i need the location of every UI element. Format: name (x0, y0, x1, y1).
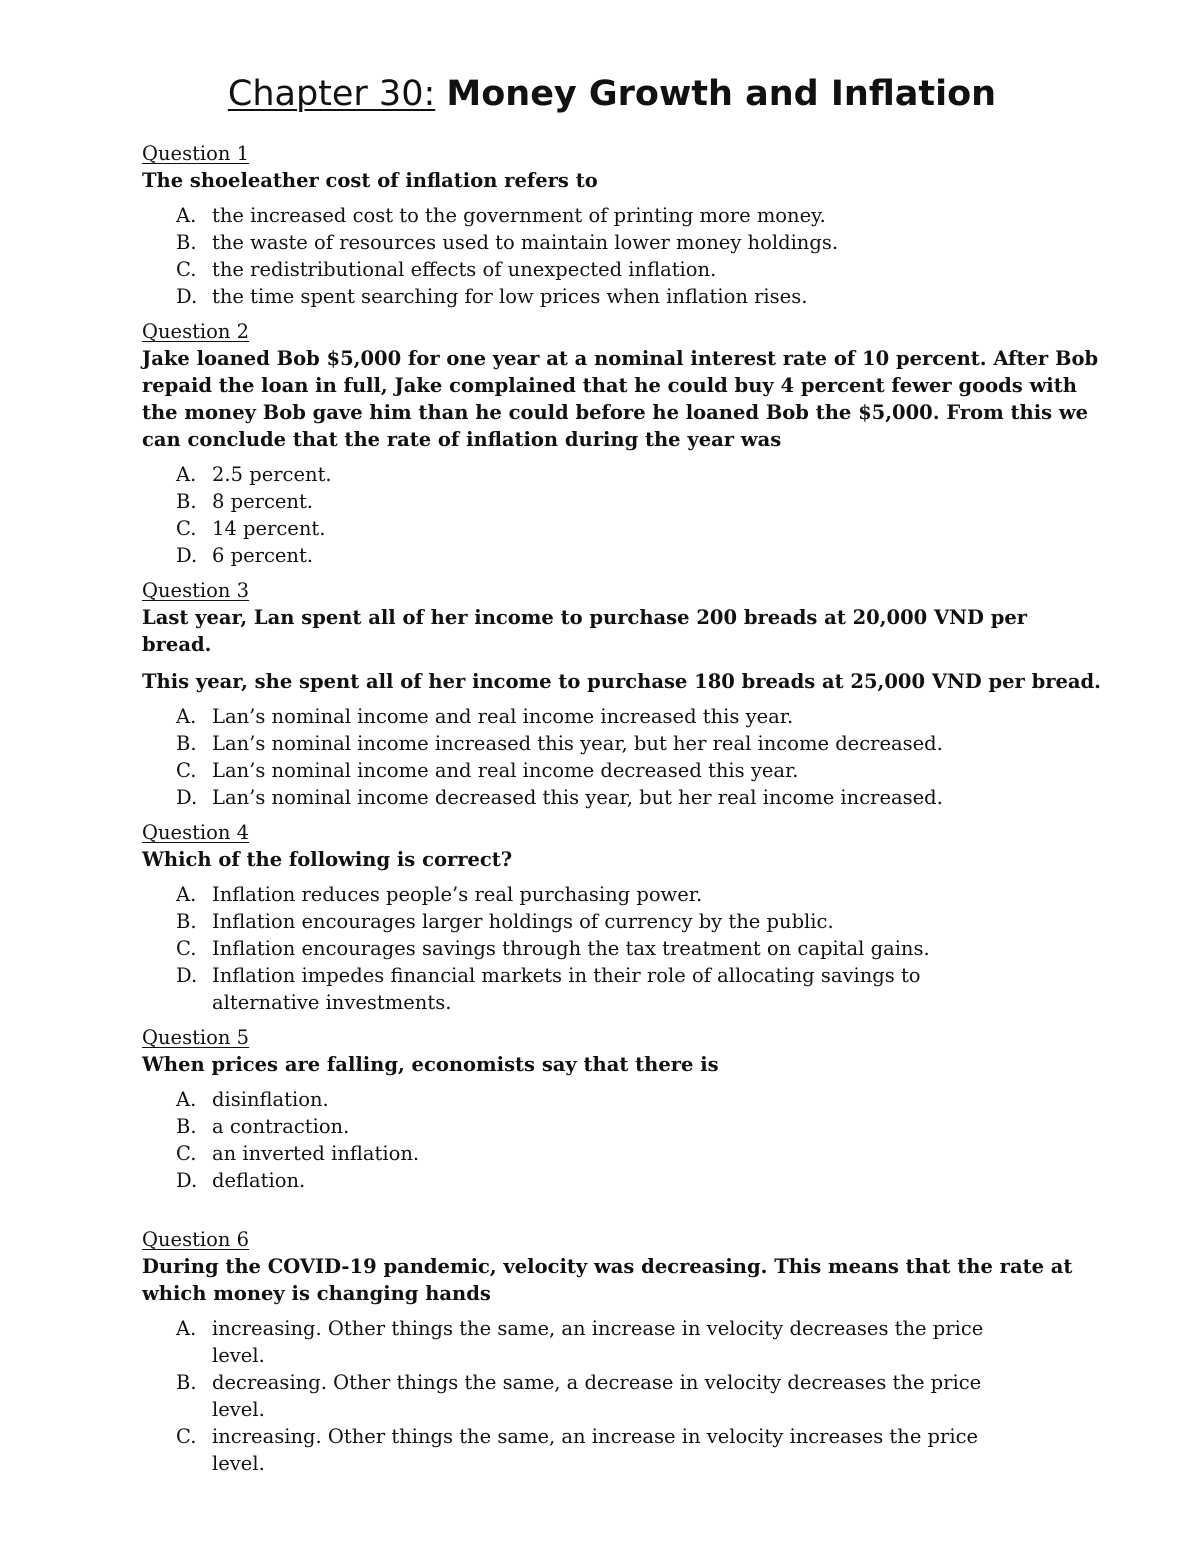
option-text: the redistributional effects of unexpected inflation. (212, 258, 717, 281)
question-label: Question 5 (142, 1026, 250, 1049)
answer-options (142, 881, 1102, 1016)
answer-options (142, 461, 1102, 569)
option-text: the time spent searching for low prices when inflation rises. (212, 285, 808, 308)
question-stem-continued: This year, she spent all of her income to purchase 180 breads at 25,000 VND per bread. (142, 670, 1101, 693)
answer-option (142, 908, 1102, 935)
option-text: 14 percent. (212, 517, 326, 540)
question-stem: Last year, Lan spent all of her income to purchase 200 breads at 20,000 VND per bread. (142, 606, 1028, 656)
option-letter: D. (176, 786, 198, 809)
option-text: increasing. Other things the same, an increase in velocity increases the price level. (212, 1425, 979, 1475)
answer-options (142, 703, 1102, 811)
option-letter: B. (176, 231, 197, 254)
option-text: Inflation encourages larger holdings of currency by the public. (212, 910, 834, 933)
option-letter: D. (176, 1169, 198, 1192)
option-text: disinflation. (212, 1088, 329, 1111)
answer-option (142, 1423, 1102, 1477)
option-text: Inflation encourages savings through the tax treatment on capital gains. (212, 937, 930, 960)
page-title (122, 70, 1102, 118)
answer-option (142, 1113, 1102, 1140)
option-text: Inflation reduces people’s real purchasing power. (212, 883, 703, 906)
answer-option (142, 881, 1102, 908)
question-4 (142, 819, 1102, 1016)
option-letter: B. (176, 490, 197, 513)
question-label: Question 3 (142, 579, 250, 602)
answer-option (142, 542, 1102, 569)
option-letter: B. (176, 1371, 197, 1394)
question-stem: Which of the following is correct? (142, 848, 513, 871)
answer-options (142, 1315, 1102, 1477)
answer-option (142, 703, 1102, 730)
question-label: Question 1 (142, 142, 250, 165)
answer-option (142, 962, 1102, 1016)
answer-option (142, 256, 1102, 283)
question-3 (142, 577, 1102, 811)
option-letter: A. (176, 204, 197, 227)
option-text: deflation. (212, 1169, 306, 1192)
question-stem: Jake loaned Bob $5,000 for one year at a nominal interest rate of 10 percent. After Bob repaid the loan in full, Jake complained that he could buy 4 percent fewer goods with the money Bob gave him than he could before he loaned Bob the $5,000. From this we can conclude that the rate of inflation during the year was (142, 347, 1099, 451)
option-text: decreasing. Other things the same, a decrease in velocity decreases the price level. (212, 1371, 982, 1421)
question-2 (142, 318, 1102, 569)
answer-option (142, 202, 1102, 229)
question-stem: During the COVID-19 pandemic, velocity was decreasing. This means that the rate at which money is changing hands (142, 1255, 1073, 1305)
option-text: a contraction. (212, 1115, 350, 1138)
option-text: Lan’s nominal income and real income increased this year. (212, 705, 794, 728)
option-letter: A. (176, 1088, 197, 1111)
answer-option (142, 461, 1102, 488)
answer-option (142, 784, 1102, 811)
answer-option (142, 935, 1102, 962)
answer-option (142, 488, 1102, 515)
question-label: Question 2 (142, 320, 250, 343)
option-letter: A. (176, 463, 197, 486)
option-letter: D. (176, 544, 198, 567)
answer-option (142, 730, 1102, 757)
question-6 (142, 1226, 1102, 1477)
option-letter: B. (176, 910, 197, 933)
option-text: Lan’s nominal income decreased this year, but her real income increased. (212, 786, 943, 809)
question-stem: The shoeleather cost of inflation refers to (142, 169, 598, 192)
question-5 (142, 1024, 1102, 1194)
answer-option (142, 757, 1102, 784)
answer-option (142, 515, 1102, 542)
option-letter: C. (176, 258, 197, 281)
answer-option (142, 283, 1102, 310)
option-text: an inverted inflation. (212, 1142, 420, 1165)
question-1 (142, 140, 1102, 310)
option-letter: D. (176, 285, 198, 308)
answer-options (142, 1086, 1102, 1194)
option-letter: C. (176, 517, 197, 540)
option-text: Lan’s nominal income increased this year, but her real income decreased. (212, 732, 943, 755)
option-letter: A. (176, 705, 197, 728)
question-stem: When prices are falling, economists say that there is (142, 1053, 719, 1076)
answer-option (142, 1167, 1102, 1194)
option-letter: C. (176, 937, 197, 960)
blank-line (142, 1202, 1102, 1226)
option-text: 8 percent. (212, 490, 314, 513)
option-text: the waste of resources used to maintain lower money holdings. (212, 231, 839, 254)
option-text: increasing. Other things the same, an increase in velocity decreases the price level. (212, 1317, 984, 1367)
option-letter: B. (176, 732, 197, 755)
option-letter: C. (176, 1425, 197, 1448)
option-text: 6 percent. (212, 544, 314, 567)
question-label: Question 4 (142, 821, 250, 844)
option-letter: A. (176, 883, 197, 906)
option-text: 2.5 percent. (212, 463, 332, 486)
document-page (142, 70, 1102, 1485)
option-letter: C. (176, 1142, 197, 1165)
option-text: the increased cost to the government of printing more money. (212, 204, 826, 227)
answer-option (142, 1086, 1102, 1113)
option-letter: C. (176, 759, 197, 782)
answer-option (142, 1315, 1102, 1369)
option-text: Inflation impedes financial markets in their role of allocating savings to alternative investments. (212, 964, 921, 1014)
chapter-number: Chapter 30: (227, 74, 436, 114)
answer-option (142, 1140, 1102, 1167)
option-text: Lan’s nominal income and real income decreased this year. (212, 759, 799, 782)
option-letter: D. (176, 964, 198, 987)
chapter-title: Money Growth and Inflation (446, 74, 997, 114)
answer-options (142, 202, 1102, 310)
option-letter: A. (176, 1317, 197, 1340)
option-letter: B. (176, 1115, 197, 1138)
answer-option (142, 229, 1102, 256)
question-label: Question 6 (142, 1228, 250, 1251)
answer-option (142, 1369, 1102, 1423)
